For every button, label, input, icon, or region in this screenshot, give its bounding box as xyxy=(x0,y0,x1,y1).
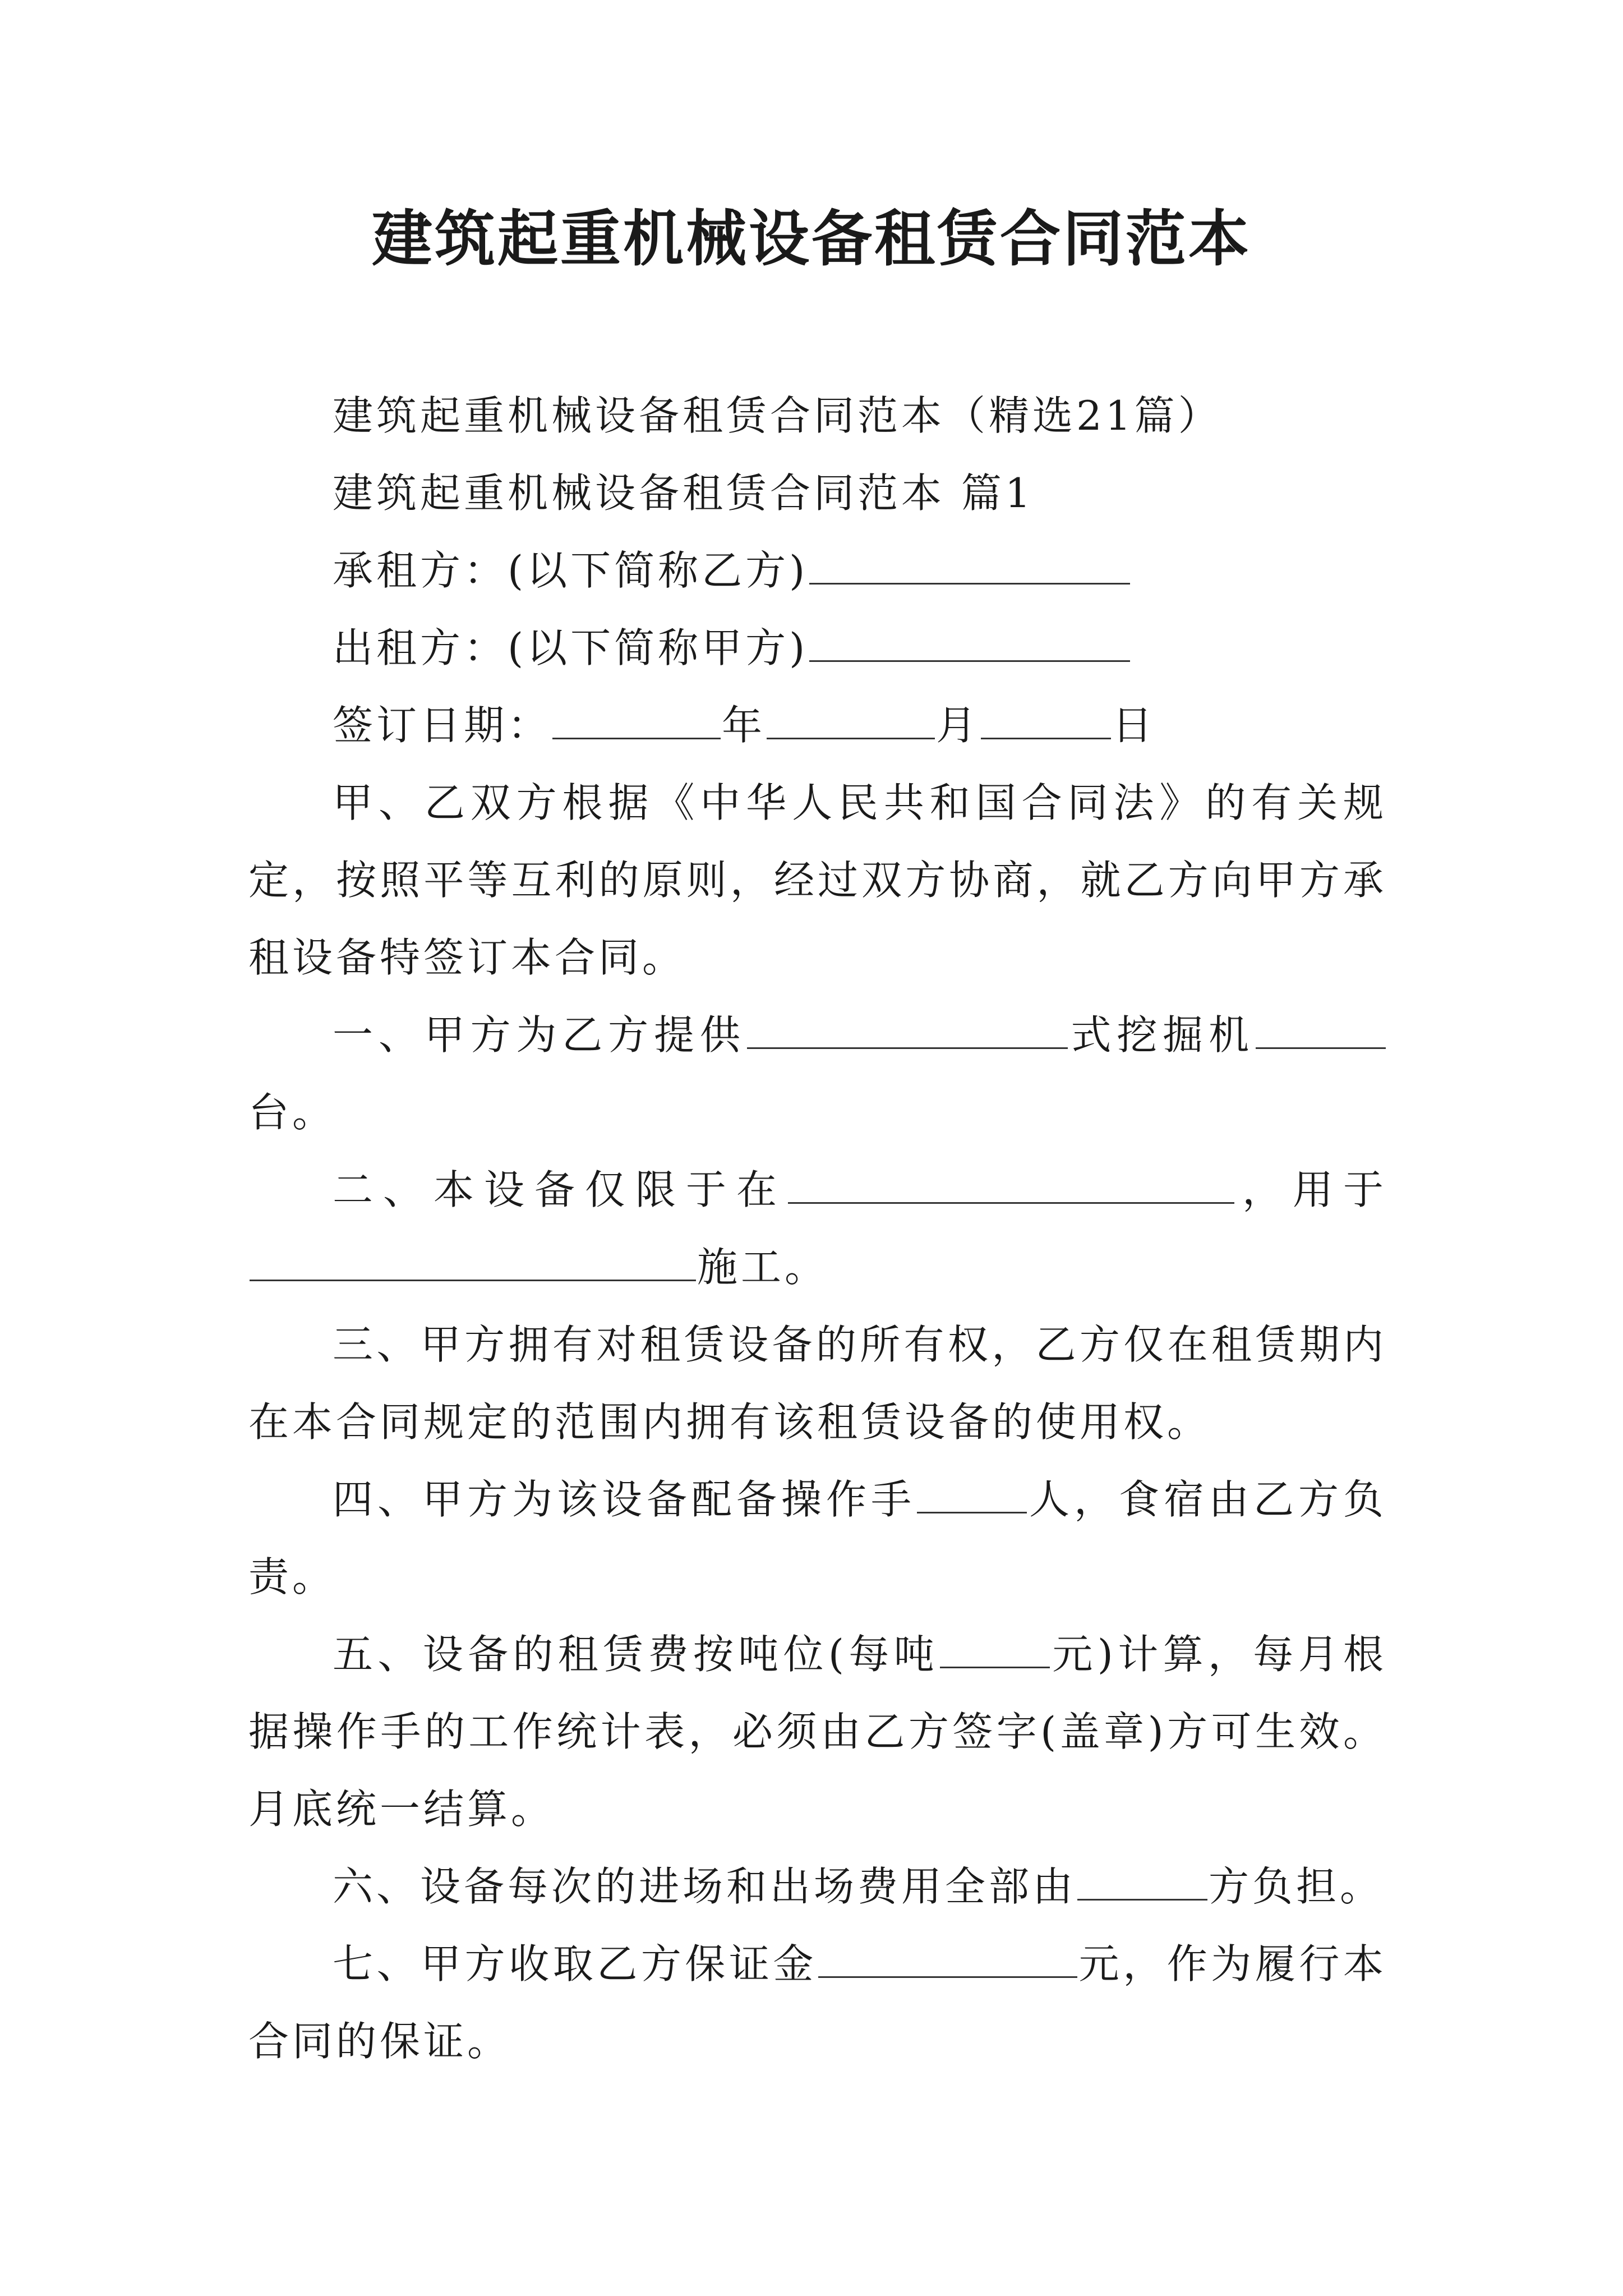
blank-field xyxy=(1256,1044,1386,1049)
sign-date-line xyxy=(248,687,1387,764)
day-label: 日 xyxy=(1112,702,1156,749)
clause-4 xyxy=(248,1461,1387,1616)
clause-3: 三、甲方拥有对租赁设备的所有权，乙方仅在租赁期内在本合同规定的范围内拥有该租赁设备的使用权。 xyxy=(248,1321,1387,1446)
clause-2-text-c: 施工。 xyxy=(697,1244,829,1291)
lessee-label: 承租方：(以下简称乙方) xyxy=(333,547,809,594)
clause-2-text-a: 二、本设备仅限于在 xyxy=(333,1166,787,1213)
blank-field xyxy=(818,1973,1077,1978)
clause-7-text-a: 七、甲方收取乙方保证金 xyxy=(333,1940,818,1987)
document-title: 建筑起重机械设备租赁合同范本 xyxy=(371,204,1251,274)
clause-5-text-b: 元)计算，每月根据操作手的工作统计表，必须由乙方签字(盖章)方可生效。月底统一结算。 xyxy=(248,1631,1387,1833)
clause-1 xyxy=(248,996,1387,1151)
lessee-line xyxy=(248,532,1387,609)
sign-date-label: 签订日期： xyxy=(333,702,552,749)
clause-4-text-a: 四、甲方为该设备配备操作手 xyxy=(333,1476,916,1523)
clause-1-text-b: 式挖掘机 xyxy=(1068,1011,1255,1059)
blank-field xyxy=(747,1044,1068,1049)
clause-4-text-b: 人，食宿由乙方负责。 xyxy=(248,1476,1387,1600)
blank-field xyxy=(809,657,1130,662)
clause-5 xyxy=(248,1616,1387,1848)
blank-field xyxy=(917,1508,1027,1513)
blank-field xyxy=(981,734,1111,739)
blank-field xyxy=(1077,1895,1207,1901)
blank-field xyxy=(809,579,1130,585)
section-heading: 建筑起重机械设备租赁合同范本 篇1 xyxy=(333,470,1034,517)
lessor-line xyxy=(248,609,1387,687)
month-label: 月 xyxy=(936,702,980,749)
clause-7-text-b: 元，作为履行本合同的保证。 xyxy=(248,1940,1387,2065)
intro-paragraph: 甲、乙双方根据《中华人民共和国合同法》的有关规定，按照平等互利的原则，经过双方协商，就乙方向甲方承租设备特签订本合同。 xyxy=(248,779,1387,981)
blank-field xyxy=(552,734,721,739)
lessor-label: 出租方：(以下简称甲方) xyxy=(333,624,809,671)
blank-field xyxy=(940,1663,1050,1668)
clause-6-text-b: 方负担。 xyxy=(1209,1863,1384,1910)
clause-2-text-b: ，用于 xyxy=(1235,1166,1387,1213)
clause-1-text-c: 台。 xyxy=(248,1089,336,1136)
blank-field xyxy=(250,1276,696,1281)
blank-field xyxy=(788,1199,1234,1204)
clause-6 xyxy=(248,1848,1387,1925)
clause-2 xyxy=(248,1151,1387,1306)
year-label: 年 xyxy=(722,702,766,749)
document-body xyxy=(248,377,1387,2080)
clause-1-text-a: 一、甲方为乙方提供 xyxy=(333,1011,746,1059)
clause-6-text-a: 六、设备每次的进场和出场费用全部由 xyxy=(333,1863,1077,1910)
clause-5-text-a: 五、设备的租赁费按吨位(每吨 xyxy=(333,1631,939,1678)
blank-field xyxy=(767,734,935,739)
clause-7 xyxy=(248,1925,1387,2080)
subtitle: 建筑起重机械设备租赁合同范本（精选21篇） xyxy=(333,392,1222,439)
